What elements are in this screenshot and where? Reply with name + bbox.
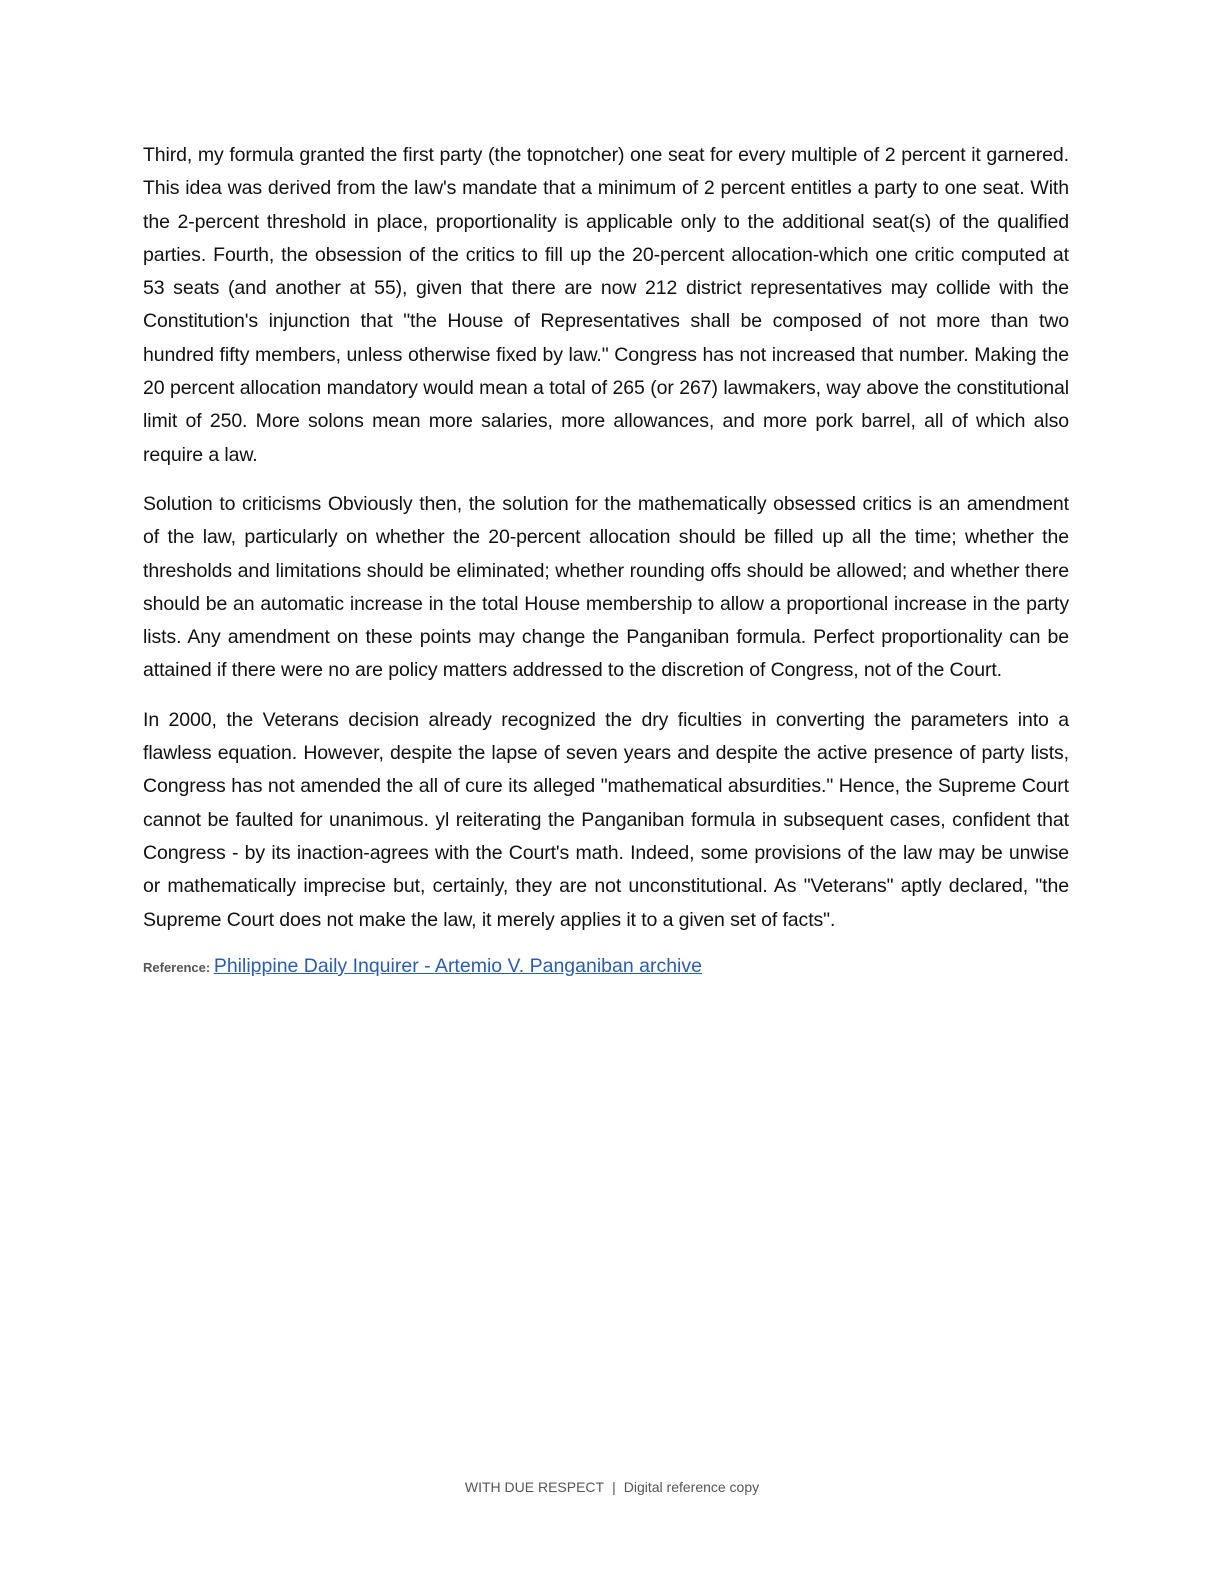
paragraph-solution: Solution to criticisms Obviously then, the solution for the mathematically obsessed critics is an amendment of the law, particularly on whether the 20-percent allocation should be filled up all the time; whether the thresholds and limitations should be eliminated; whether rounding offs should be allowed; and whether there should be an automatic increase in the total House membership to allow a proportional increase in the party lists. Any amendment on these points may change the Panganiban formula. Perfect proportionality can be attained if there were no are policy matters addressed to the discretion of Congress, not of the Court. (143, 492, 1069, 682)
footer-subtitle: Digital reference copy (623, 1479, 760, 1495)
paragraph-veterans: In 2000, the Veterans decision already recognized the dry ficulties in converting the parameters into a flawless equation. However, despite the lapse of seven years and despite the active presence of party lists, Congress has not amended the all of cure its alleged "mathematical absurdities." Hence, the Supreme Court cannot be faulted for unanimous. yl reiterating the Panganiban formula in subsequent cases, confident that Congress - by its inaction-agrees with the Court's math. Indeed, some provisions of the law may be unwise or mathematically imprecise but, certainly, they are not unconstitutional. As "Veterans" aptly declared, "the Supreme Court does not make the law, it merely applies it to a given set of facts". (143, 708, 1069, 931)
footer-title: WITH DUE RESPECT (464, 1479, 605, 1495)
page-footer (0, 1479, 1224, 1495)
reference-line (143, 953, 1069, 981)
reference-label: Reference: (143, 959, 211, 975)
footer-separator: | (612, 1479, 616, 1495)
document-body (143, 139, 1069, 981)
reference-link[interactable]: Philippine Daily Inquirer - Artemio V. Panganiban archive (213, 954, 702, 977)
paragraph-third-fourth: Third, my formula granted the first party (the topnotcher) one seat for every multiple of 2 percent it garnered. This idea was derived from the law's mandate that a minimum of 2 percent entitles a party to one seat. With the 2-percent threshold in place, proportionality is applicable only to the additional seat(s) of the qualified parties. Fourth, the obsession of the critics to fill up the 20-percent allocation-which one critic computed at 53 seats (and another at 55), given that there are now 212 district representatives may collide with the Constitution's injunction that "the House of Representatives shall be composed of not more than two hundred fifty members, unless otherwise fixed by law." Congress has not increased that number. Making the 20 percent allocation mandatory would mean a total of 265 (or 267) lawmakers, way above the constitutional limit of 250. More solons mean more salaries, more allowances, and more pork barrel, all of which also require a law. (143, 144, 1069, 466)
